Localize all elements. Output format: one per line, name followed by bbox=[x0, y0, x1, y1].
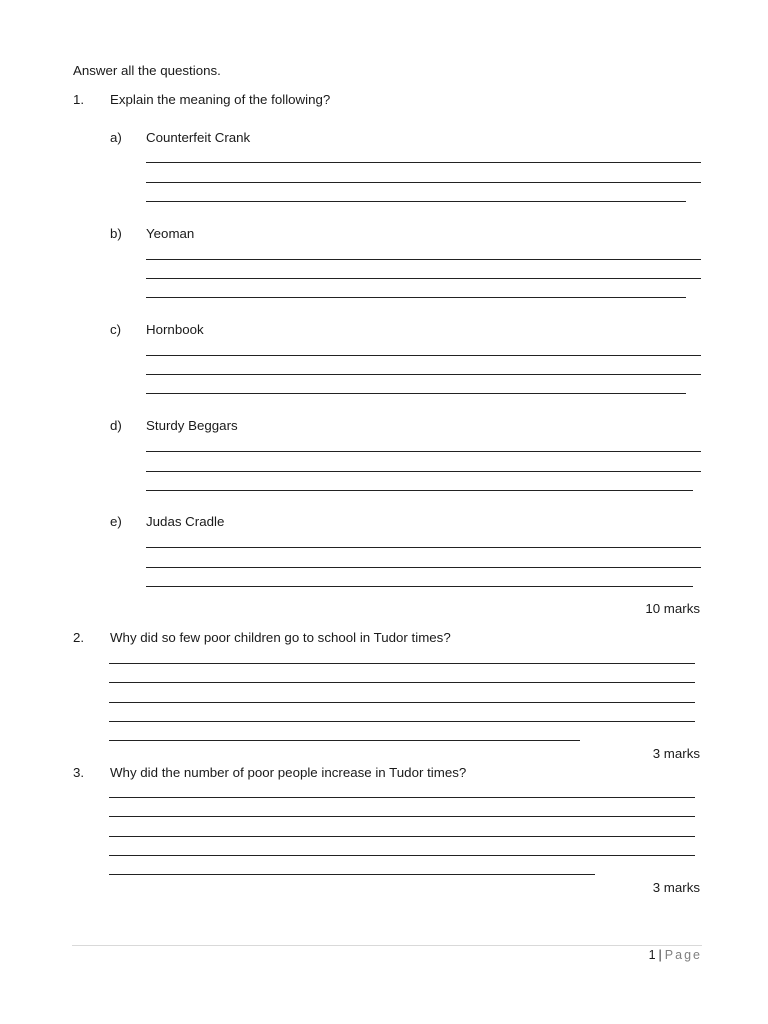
instructions: Answer all the questions. bbox=[73, 63, 221, 78]
answer-line[interactable] bbox=[146, 355, 701, 356]
part-d-letter: d) bbox=[110, 418, 122, 433]
answer-line[interactable] bbox=[146, 162, 701, 163]
part-c-term: Hornbook bbox=[146, 322, 204, 337]
answer-line[interactable] bbox=[146, 547, 701, 548]
part-a-term: Counterfeit Crank bbox=[146, 130, 251, 145]
answer-line[interactable] bbox=[109, 721, 695, 722]
question-3-number: 3. bbox=[73, 765, 85, 780]
page-footer bbox=[649, 948, 702, 962]
answer-line[interactable] bbox=[109, 816, 695, 817]
answer-line[interactable] bbox=[146, 567, 701, 568]
answer-line[interactable] bbox=[146, 586, 693, 587]
answer-line[interactable] bbox=[109, 874, 595, 875]
question-1-number: 1. bbox=[73, 92, 85, 107]
answer-line[interactable] bbox=[146, 297, 686, 298]
part-b-letter: b) bbox=[110, 226, 122, 241]
answer-line[interactable] bbox=[146, 490, 693, 491]
answer-line[interactable] bbox=[109, 836, 695, 837]
footer-divider bbox=[72, 945, 702, 946]
question-1-marks: 10 marks bbox=[645, 601, 700, 616]
question-1-text: Explain the meaning of the following? bbox=[110, 92, 331, 107]
part-e-term: Judas Cradle bbox=[146, 514, 225, 529]
answer-line[interactable] bbox=[109, 855, 695, 856]
footer-separator: | bbox=[658, 948, 662, 962]
answer-line[interactable] bbox=[146, 393, 686, 394]
part-e-letter: e) bbox=[110, 514, 122, 529]
answer-line[interactable] bbox=[146, 201, 686, 202]
part-d-term: Sturdy Beggars bbox=[146, 418, 238, 433]
answer-line[interactable] bbox=[109, 702, 695, 703]
question-2-marks: 3 marks bbox=[652, 746, 700, 761]
answer-line[interactable] bbox=[146, 259, 701, 260]
answer-line[interactable] bbox=[109, 740, 580, 741]
answer-line[interactable] bbox=[109, 663, 695, 664]
page-label: Page bbox=[664, 948, 702, 962]
answer-line[interactable] bbox=[109, 682, 695, 683]
answer-line[interactable] bbox=[109, 797, 695, 798]
part-a-letter: a) bbox=[110, 130, 122, 145]
question-3-marks: 3 marks bbox=[652, 880, 700, 895]
question-2-text: Why did so few poor children go to school in Tudor times? bbox=[110, 630, 451, 645]
question-2-number: 2. bbox=[73, 630, 85, 645]
answer-line[interactable] bbox=[146, 451, 701, 452]
question-3-text: Why did the number of poor people increase in Tudor times? bbox=[110, 765, 467, 780]
answer-line[interactable] bbox=[146, 374, 701, 375]
answer-line[interactable] bbox=[146, 182, 701, 183]
page-number: 1 bbox=[648, 948, 656, 962]
part-c-letter: c) bbox=[110, 322, 122, 337]
answer-line[interactable] bbox=[146, 278, 701, 279]
answer-line[interactable] bbox=[146, 471, 701, 472]
part-b-term: Yeoman bbox=[146, 226, 195, 241]
